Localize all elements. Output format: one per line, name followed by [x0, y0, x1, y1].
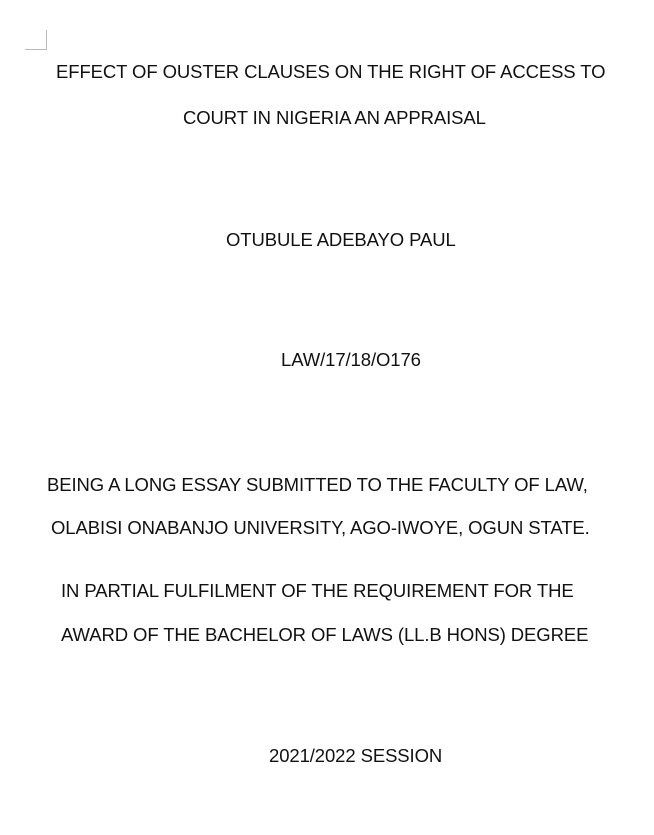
text-boundary-mark — [25, 30, 47, 50]
submission-line-2: OLABISI ONABANJO UNIVERSITY, AGO-IWOYE, OGUN STATE. — [51, 517, 590, 538]
session: 2021/2022 SESSION — [269, 745, 443, 766]
matric-number: LAW/17/18/O176 — [281, 349, 421, 370]
submission-line-1: BEING A LONG ESSAY SUBMITTED TO THE FACULTY OF LAW, — [47, 474, 588, 495]
author-name: OTUBULE ADEBAYO PAUL — [226, 229, 456, 250]
fulfilment-line-2: AWARD OF THE BACHELOR OF LAWS (LL.B HONS) DEGREE — [61, 624, 589, 645]
title-line-2: COURT IN NIGERIA AN APPRAISAL — [183, 107, 486, 128]
title-line-1: EFFECT OF OUSTER CLAUSES ON THE RIGHT OF ACCESS TO — [56, 61, 606, 82]
fulfilment-line-1: IN PARTIAL FULFILMENT OF THE REQUIREMENT FOR THE — [61, 580, 574, 601]
